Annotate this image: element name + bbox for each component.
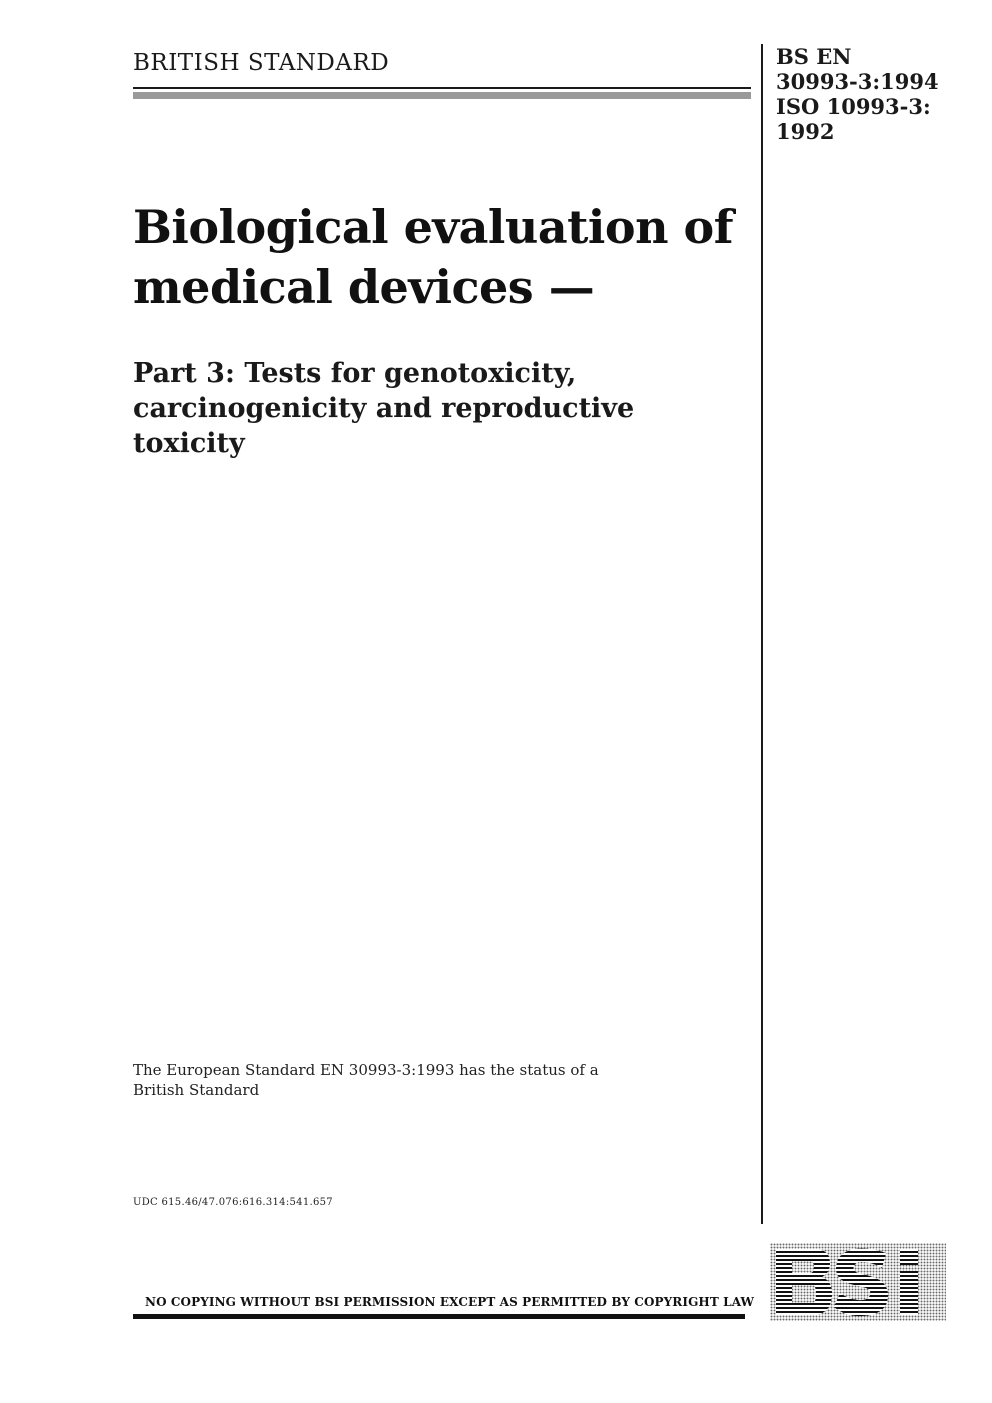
status-note-line: The European Standard EN 30993-3:1993 has the status of a xyxy=(133,1061,599,1079)
standard-number-line: ISO 10993-3: xyxy=(776,94,931,119)
status-note xyxy=(133,1060,693,1100)
vertical-divider xyxy=(761,44,763,1224)
footer-rule xyxy=(133,1314,745,1319)
title-line: Biological evaluation of xyxy=(133,200,733,254)
standard-number xyxy=(776,44,939,144)
bsi-logo-icon xyxy=(770,1243,946,1321)
header-rule-thin xyxy=(133,87,751,89)
title-line: medical devices — xyxy=(133,260,595,314)
document-subtitle xyxy=(133,356,753,461)
standard-number-line: 1992 xyxy=(776,119,835,144)
document-series-label: BRITISH STANDARD xyxy=(133,50,390,76)
copyright-notice: NO COPYING WITHOUT BSI PERMISSION EXCEPT AS PERMITTED BY COPYRIGHT LAW xyxy=(145,1295,755,1309)
standard-number-line: BS EN xyxy=(776,44,852,69)
standard-number-line: 30993-3:1994 xyxy=(776,69,939,94)
header-rule-gray xyxy=(133,92,751,99)
udc-classification: UDC 615.46/47.076:616.314:541.657 xyxy=(133,1197,333,1208)
status-note-line: British Standard xyxy=(133,1081,260,1099)
subtitle-line: carcinogenicity and reproductive xyxy=(133,393,635,424)
subtitle-line: toxicity xyxy=(133,428,245,459)
document-title xyxy=(133,197,753,317)
subtitle-line: Part 3: Tests for genotoxicity, xyxy=(133,358,577,389)
